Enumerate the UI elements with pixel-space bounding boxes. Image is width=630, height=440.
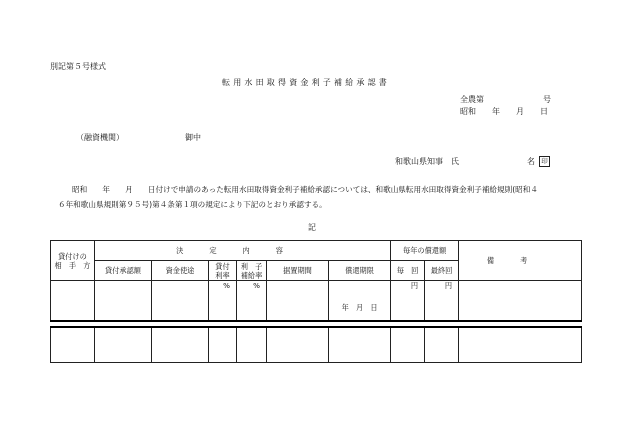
borrower-header: 貸付けの 相 手 方 <box>51 241 95 281</box>
col-final: 最終回 <box>425 261 459 281</box>
body-line-2: ６年和歌山県規則第９５号)第４条第１項の規定により下記のとおり承認する。 <box>58 200 327 209</box>
seal-mark: 印 <box>539 156 550 167</box>
annual-repayment-header: 毎年の償還額 <box>391 241 459 261</box>
col-fund-use: 資金使途 <box>152 261 209 281</box>
document-title: 転用水田取得資金利子補給承認書 <box>222 78 390 87</box>
decision-header: 決定内容 <box>95 241 391 261</box>
col-each: 毎 回 <box>391 261 425 281</box>
col-repayment-term: 償還期限 <box>329 261 391 281</box>
subsidy-rate-unit: % <box>237 281 267 321</box>
col-loan-amount: 貸付承認額 <box>95 261 152 281</box>
loan-rate-unit: % <box>209 281 237 321</box>
repayment-date-placeholder: 年 月 日 <box>329 281 391 321</box>
doc-number-suffix: 号 <box>543 95 551 104</box>
doc-number-prefix: 全農第 <box>460 95 484 104</box>
issuer-title: 和歌山県知事 氏 <box>395 157 459 166</box>
remarks-header: 備考 <box>459 241 582 281</box>
table-row <box>51 327 582 363</box>
addressee-org: （融資機関） <box>76 133 124 142</box>
body-line-1: 昭和 年 月 日付けで申請のあった転用水田取得資金利子補給承認については、和歌山県転用水田取得資金利子補給規則(昭和４ <box>72 185 538 194</box>
form-number: 別記第５号様式 <box>50 62 106 71</box>
col-grace-period: 据置期間 <box>267 261 329 281</box>
table-row <box>51 281 582 321</box>
col-loan-rate: 貸付 利率 <box>209 261 237 281</box>
final-unit: 円 <box>425 281 459 321</box>
addressee-honorific: 御中 <box>185 133 201 142</box>
each-unit: 円 <box>391 281 425 321</box>
issue-date: 昭和 年 月 日 <box>460 107 548 116</box>
body-paragraph <box>58 182 592 212</box>
ki-heading: 記 <box>308 223 316 232</box>
col-subsidy-rate: 利 子 補給率 <box>237 261 267 281</box>
approval-detail-table <box>50 240 582 363</box>
issuer-name-label: 名 <box>527 157 535 166</box>
